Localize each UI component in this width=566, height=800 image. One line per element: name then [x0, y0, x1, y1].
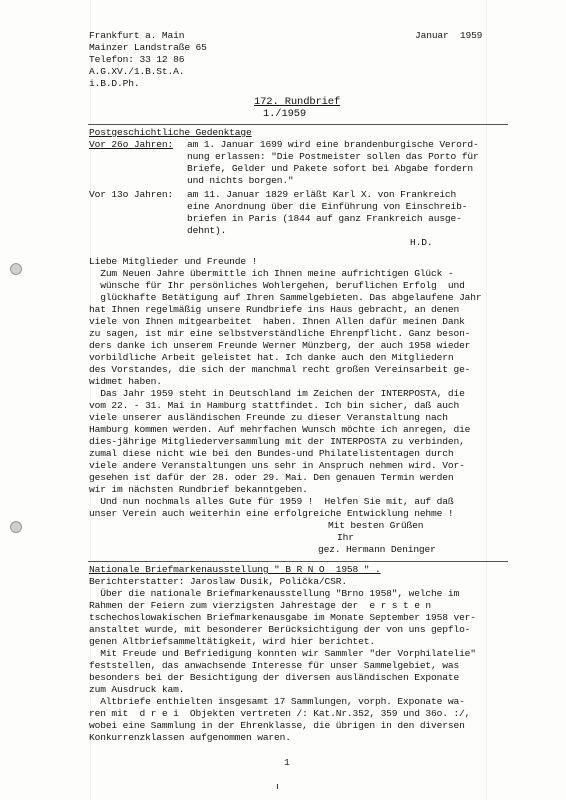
letter-line: Das Jahr 1959 steht in Deutschland im Zeichen der INTERPOSTA, die [89, 388, 465, 399]
letter-line: viele von Ihnen mitgearbeitet haben. Ihnen Allen dafür meinen Dank [89, 316, 465, 327]
brno-reporter: Berichterstatter: Jaroslaw Dusik, Polička/CSR. [89, 576, 347, 587]
gedenktage-item-2-line: dehnt). [187, 225, 227, 236]
brno-line: zum Ausdruck kam. [89, 684, 185, 695]
sender-address-line-4: A.G.XV./1.B.St.A. [89, 66, 185, 77]
punch-hole [10, 521, 22, 533]
brno-line: Konkurrenzklassen aufgenommen waren. [89, 732, 291, 743]
brno-heading: Nationale Briefmarkenausstellung " B R N O 1958 " . [89, 564, 381, 575]
brno-line: Rahmen der Feiern zum vierzigsten Jahrestage der e r s t e n [89, 600, 432, 611]
gedenktage-item-1-label: Vor 26o Jahren: [89, 139, 174, 150]
brno-line: Altbriefe enthielten insgesamt 17 Sammlungen, vorph. Exponate wa- [89, 696, 465, 707]
page-number: 1 [284, 757, 290, 768]
letter-line: widmet haben. [89, 376, 162, 387]
sender-address-line-1: Frankfurt a. Main [89, 30, 185, 41]
closing-ihr: Ihr [337, 532, 354, 543]
brno-line: anstaltet wurde, mit besonderer Berücksichtigung der von uns gepflo- [89, 624, 471, 635]
gedenktage-item-1-line: und nichts borgen." [187, 175, 294, 186]
letter-line: vorbildliche Arbeit geleistet hat. Ich danke auch den Mitgliedern [89, 352, 454, 363]
letter-line: Zum Neuen Jahre übermittle ich Ihnen meine aufrichtigen Glück - [89, 268, 454, 279]
brno-line: tschechoslowakischen Briefmarkenausgabe im Monate September 1958 ver- [89, 612, 476, 623]
letter-line: Hamburg kommen werden. Auf mehrfachen Wunsch möchte ich anregen, die [89, 424, 471, 435]
closing-greeting: Mit besten Grüßen [328, 520, 424, 531]
letter-line: wünsche für Ihr persönliches Wohlergehen, beruflichen Erfolg und [89, 280, 465, 291]
gedenktage-item-2-line: briefen in Paris (1844 auf ganz Frankreich ausge- [187, 213, 462, 224]
gedenktage-item-2-label: Vor 13o Jahren: [89, 189, 174, 200]
letter-line: Und nun nochmals alles Gute für 1959 ! Helfen Sie mit, auf daß [89, 496, 454, 507]
letter-line: hat Ihnen regelmäßig unsere Rundbriefe ins Haus gebracht, an denen [89, 304, 460, 315]
letter-date: Januar 1959 [415, 30, 483, 41]
bottom-tick-mark [277, 784, 278, 789]
newsletter-title: 172. Rundbrief [254, 96, 341, 108]
brno-line: wobei eine Sammlung in der Ehrenklasse, die übrigen in den diversen [89, 720, 465, 731]
author-initials: H.D. [410, 237, 433, 248]
brno-line: genen Altbriefsammeltätigkeit, wird hier berichtet. [89, 636, 375, 647]
gedenktage-item-1-line: Briefe, Gelder und Pakete sofort bei Abgabe fordern [187, 163, 473, 174]
letter-line: viele andere Veranstaltungen uns sehr in Anspruch nehmen wird. Vor- [89, 460, 465, 471]
letter-line: zumal diese nicht wie bei den Bundes-und Philatelistentagen durch [89, 448, 454, 459]
letter-line: glückhafte Betätigung auf Ihren Sammelgebieten. Das abgelaufene Jahr [89, 292, 482, 303]
sender-address-line-2: Mainzer Landstraße 65 [89, 42, 207, 53]
letter-line: wir im nächsten Rundbrief bekanntgeben. [89, 484, 308, 495]
signature-name: gez. Hermann Deninger [318, 544, 436, 555]
gedenktage-item-1-line: nung erlassen: "Die Postmeister sollen das Porto für [187, 151, 479, 162]
punch-hole [10, 263, 22, 275]
sender-address-line-5: i.B.D.Ph. [89, 78, 140, 89]
letter-line: des Vorstandes, die sich der manchmal recht großen Vereinsarbeit ge- [89, 364, 471, 375]
letter-line: zu sagen, ist mir eine selbstverständliche Ehrenpflicht. Ganz beson- [89, 328, 471, 339]
letter-line: dies-jährige Mitgliederversammlung mit der INTERPOSTA zu verbinden, [89, 436, 465, 447]
sender-phone: Telefon: 33 12 86 [89, 54, 185, 65]
letter-line: ders danke ich unserem Freunde Werner Münzberg, der auch 1958 wieder [89, 340, 471, 351]
brno-line: Über die nationale Briefmarkenausstellung "Brno 1958", welche im [89, 588, 460, 599]
salutation: Liebe Mitglieder und Freunde ! [89, 256, 258, 267]
brno-line: besonders bei der Besichtigung der diversen ausländischen Exponate [89, 672, 460, 683]
gedenktage-item-1-line: am 1. Januar 1699 wird eine brandenburgische Verord- [187, 139, 479, 150]
gedenktage-heading: Postgeschichtliche Gedenktage [89, 127, 252, 138]
letter-line: vom 22. - 31. Mai in Hamburg stattfindet. Ich bin sicher, daß auch [89, 400, 460, 411]
gedenktage-item-2-line: eine Anordnung über die Einführung von Einschreib- [187, 201, 468, 212]
gedenktage-item-2-line: am 11. Januar 1829 erläßt Karl X. von Frankreich [187, 189, 457, 200]
fold-line [486, 0, 487, 800]
brno-line: ren mit d r e i Objekten vertreten /: Kat.Nr.352, 359 und 36o. :/, [89, 708, 471, 719]
brno-line: feststellen, das anwachsende Interesse für unser Sammelgebiet, was [89, 660, 460, 671]
letter-line: gesehen ist dafür der 28. oder 29. Mai. Den genauen Termin werden [89, 472, 454, 483]
letter-line: viele unserer ausländischen Freunde zu dieser Veranstaltung nach [89, 412, 448, 423]
divider [88, 561, 508, 562]
newsletter-number: 1./1959 [263, 108, 307, 120]
divider [88, 124, 508, 125]
brno-line: Mit Freude und Befriedigung konnten wir Sammler "der Vorphilatelie" [89, 648, 476, 659]
letter-line: unser Verein auch weiterhin eine erfolgreiche Entwicklung nehme ! [89, 508, 454, 519]
